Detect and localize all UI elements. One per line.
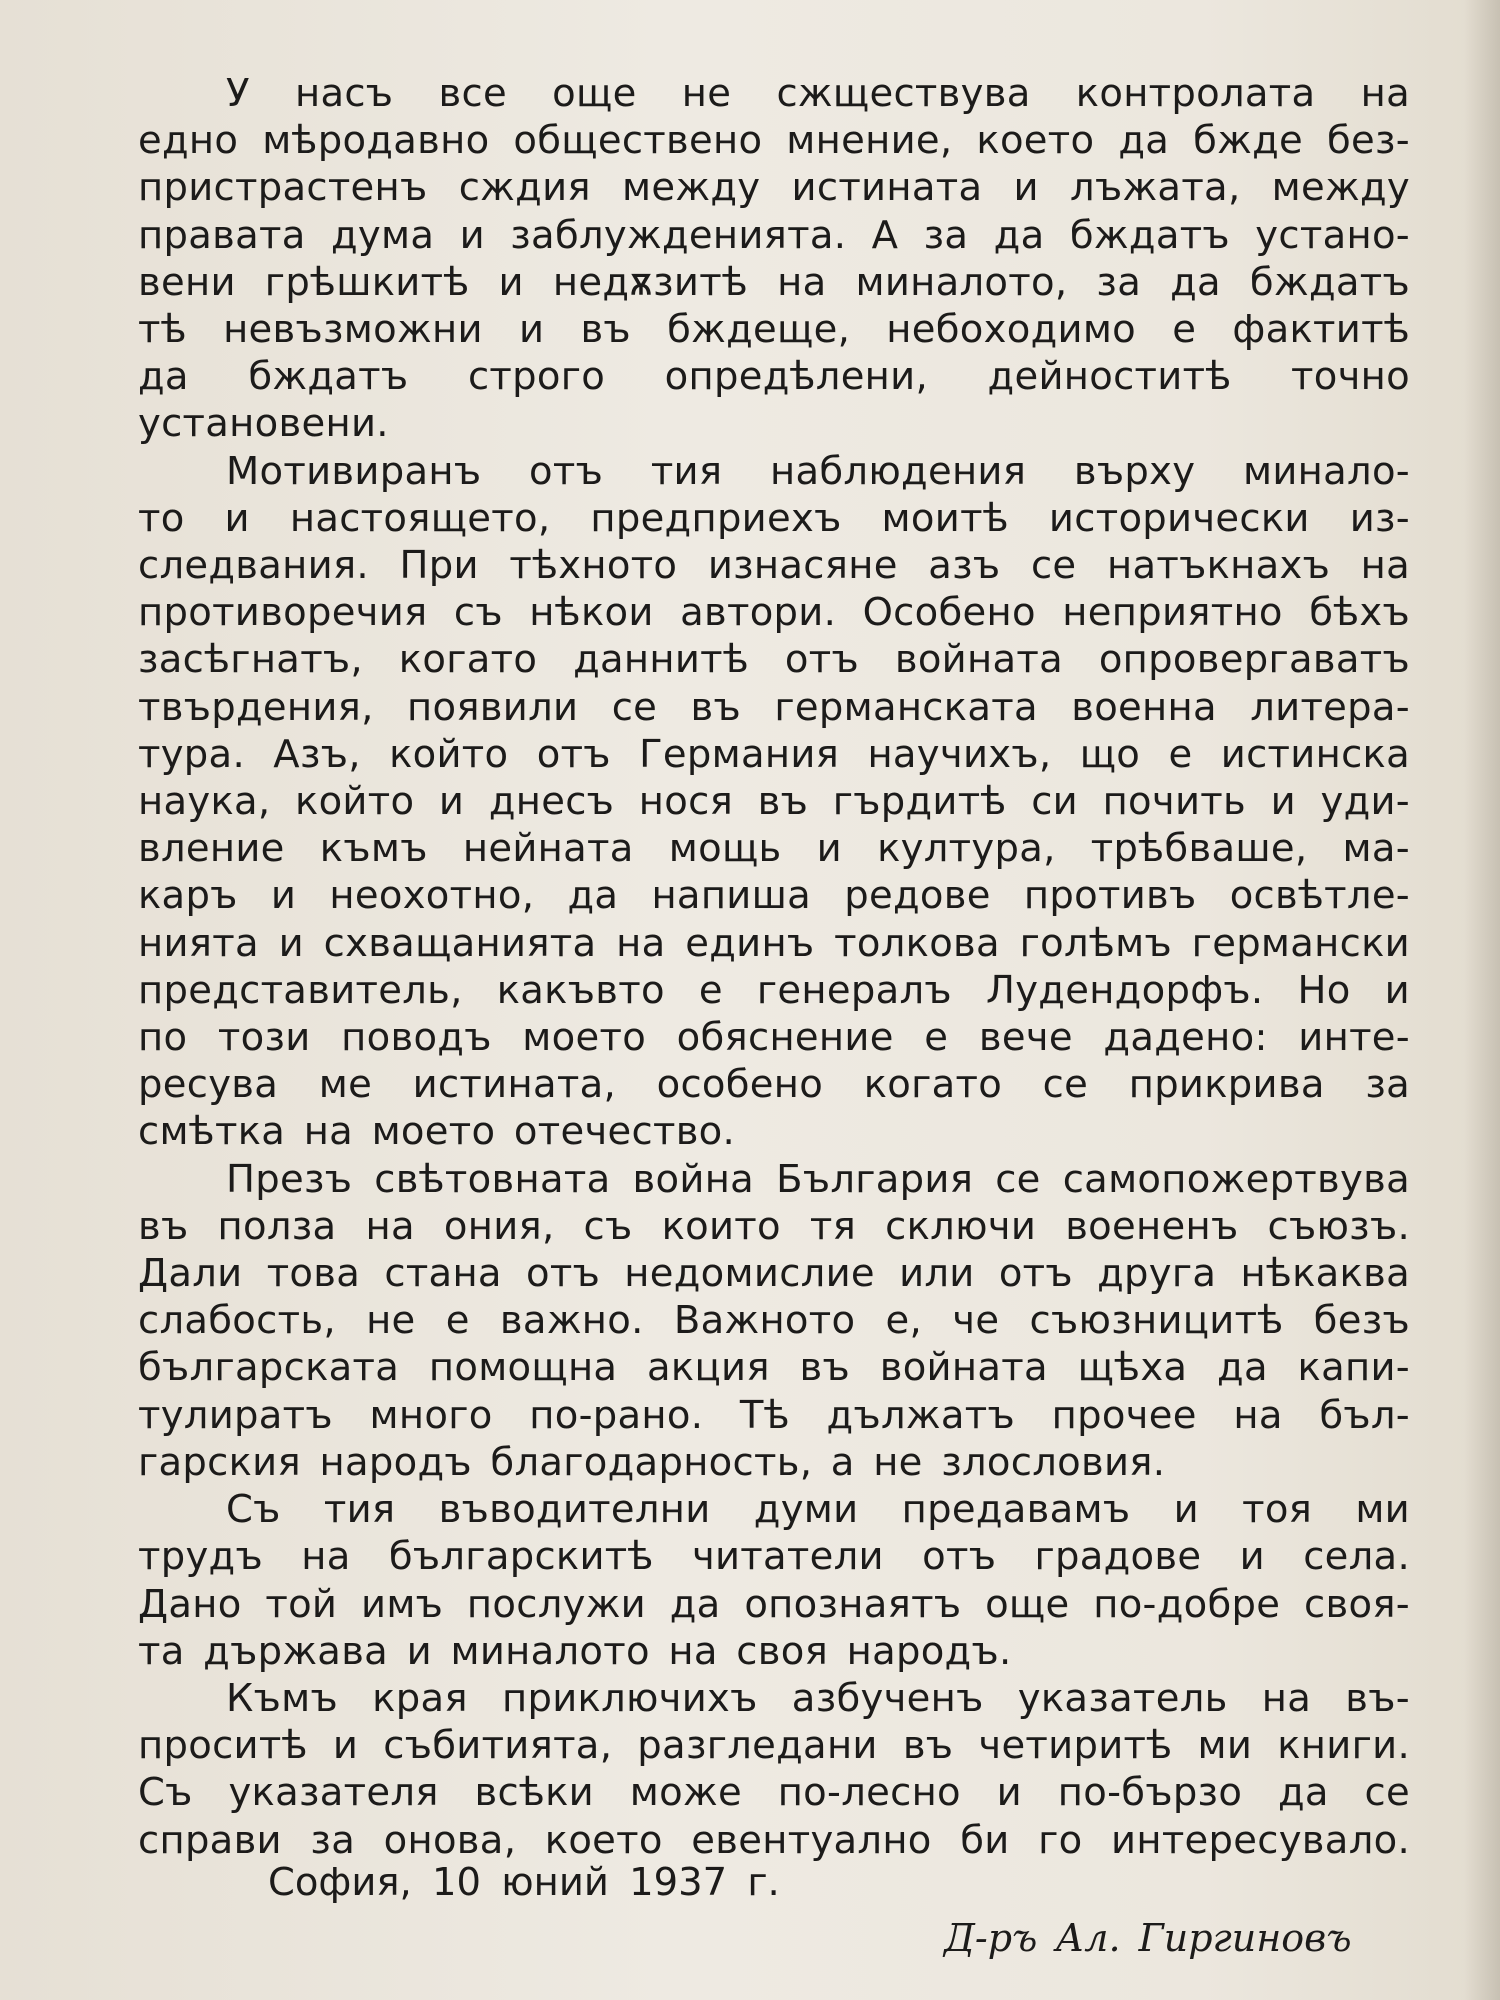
- text-line: българската помощна акция въ войната щѣха да капи-: [138, 1345, 1410, 1391]
- text-line: Дали това стана отъ недомислие или отъ друга нѣкаква: [138, 1251, 1410, 1297]
- text-line: справи за онова, което евентуално би го интересувало.: [138, 1817, 1410, 1863]
- text-line: засѣгнатъ, когато даннитѣ отъ войната опровергаватъ: [138, 637, 1410, 683]
- text-line: Дано той имъ послужи да опознаятъ още по-добре своя-: [138, 1581, 1410, 1627]
- text-line: слабость, не е важно. Важното е, че съюзницитѣ безъ: [138, 1298, 1410, 1344]
- text-line: наука, който и днесъ нося въ гърдитѣ си почить и уди-: [138, 779, 1410, 825]
- text-line: пристрастенъ сждия между истината и лъжата, между: [138, 165, 1410, 211]
- paragraph-2: [138, 448, 1410, 1156]
- text-line: то и настоящето, предприехъ моитѣ исторически из-: [138, 495, 1410, 541]
- text-line: да бждатъ строго опредѣлени, дейноститѣ точно: [138, 354, 1410, 400]
- paragraph-5: [138, 1675, 1410, 1864]
- text-line: та държава и миналото на своя народъ.: [138, 1628, 1012, 1674]
- text-line: проситѣ и събитията, разгледани въ четиритѣ ми книги.: [138, 1723, 1410, 1769]
- text-line: Къмъ края приключихъ азбученъ указатель на въ-: [226, 1675, 1410, 1721]
- text-line: У насъ все още не сжществува контролата на: [226, 71, 1410, 116]
- text-line: едно мѣродавно обществено мнение, което да бжде без-: [138, 118, 1410, 164]
- text-line: Презъ свѣтовната война България се самопожертвува: [226, 1156, 1410, 1202]
- text-line: въ полза на ония, съ които тя сключи воененъ съюзъ.: [138, 1203, 1410, 1249]
- paragraph-4: [138, 1486, 1410, 1675]
- text-line: вени грѣшкитѣ и недѫзитѣ на миналото, за да бждатъ: [138, 259, 1410, 305]
- text-line: по този поводъ моето обяснение е вече дадено: инте-: [138, 1015, 1410, 1061]
- text-line: правата дума и заблужденията. А за да бждатъ устано-: [138, 212, 1410, 258]
- page-shadow: [1464, 0, 1500, 2000]
- text-line: твърдения, появили се въ германската военна литера-: [138, 684, 1410, 730]
- text-line: вление къмъ нейната мощь и култура, трѣбваше, ма-: [138, 826, 1410, 872]
- text-line: нията и схващанията на единъ толкова голѣмъ германски: [138, 920, 1410, 966]
- text-line: противоречия съ нѣкои автори. Особено неприятно бѣхъ: [138, 590, 1410, 636]
- text-line: тулиратъ много по-рано. Тѣ дължатъ прочее на бъл-: [138, 1392, 1410, 1438]
- text-line: тура. Азъ, който отъ Германия научихъ, що е истинска: [138, 731, 1410, 777]
- text-line: Мотивиранъ отъ тия наблюдения върху минало-: [226, 448, 1410, 494]
- paragraph-1: [138, 70, 1410, 448]
- text-line: ресува ме истината, особено когато се прикрива за: [138, 1062, 1410, 1108]
- text-line: следвания. При тѣхното изнасяне азъ се натъкнахъ на: [138, 543, 1410, 589]
- paragraph-3: [138, 1156, 1410, 1486]
- author-signature: Д-ръ Ал. Гиргиновъ: [944, 1916, 1352, 1960]
- text-line: смѣтка на моето отечество.: [138, 1109, 736, 1155]
- text-line: установени.: [138, 401, 389, 447]
- text-line: Съ указателя всѣки може по-лесно и по-бързо да се: [138, 1770, 1410, 1816]
- text-line: тѣ невъзможни и въ бждеще, небоходимо е фактитѣ: [138, 307, 1410, 353]
- dateline: София, 10 юний 1937 г.: [268, 1860, 780, 1905]
- text-line: Съ тия въводителни думи предавамъ и тоя ми: [226, 1487, 1410, 1533]
- text-line: представитель, какъвто е генералъ Лудендорфъ. Но и: [138, 967, 1410, 1013]
- text-line: гарския народъ благодарность, а не злословия.: [138, 1439, 1166, 1485]
- text-line: каръ и неохотно, да напиша редове противъ освѣтле-: [138, 873, 1410, 919]
- preface-text: [138, 70, 1410, 1864]
- text-line: трудъ на българскитѣ читатели отъ градове и села.: [138, 1534, 1410, 1580]
